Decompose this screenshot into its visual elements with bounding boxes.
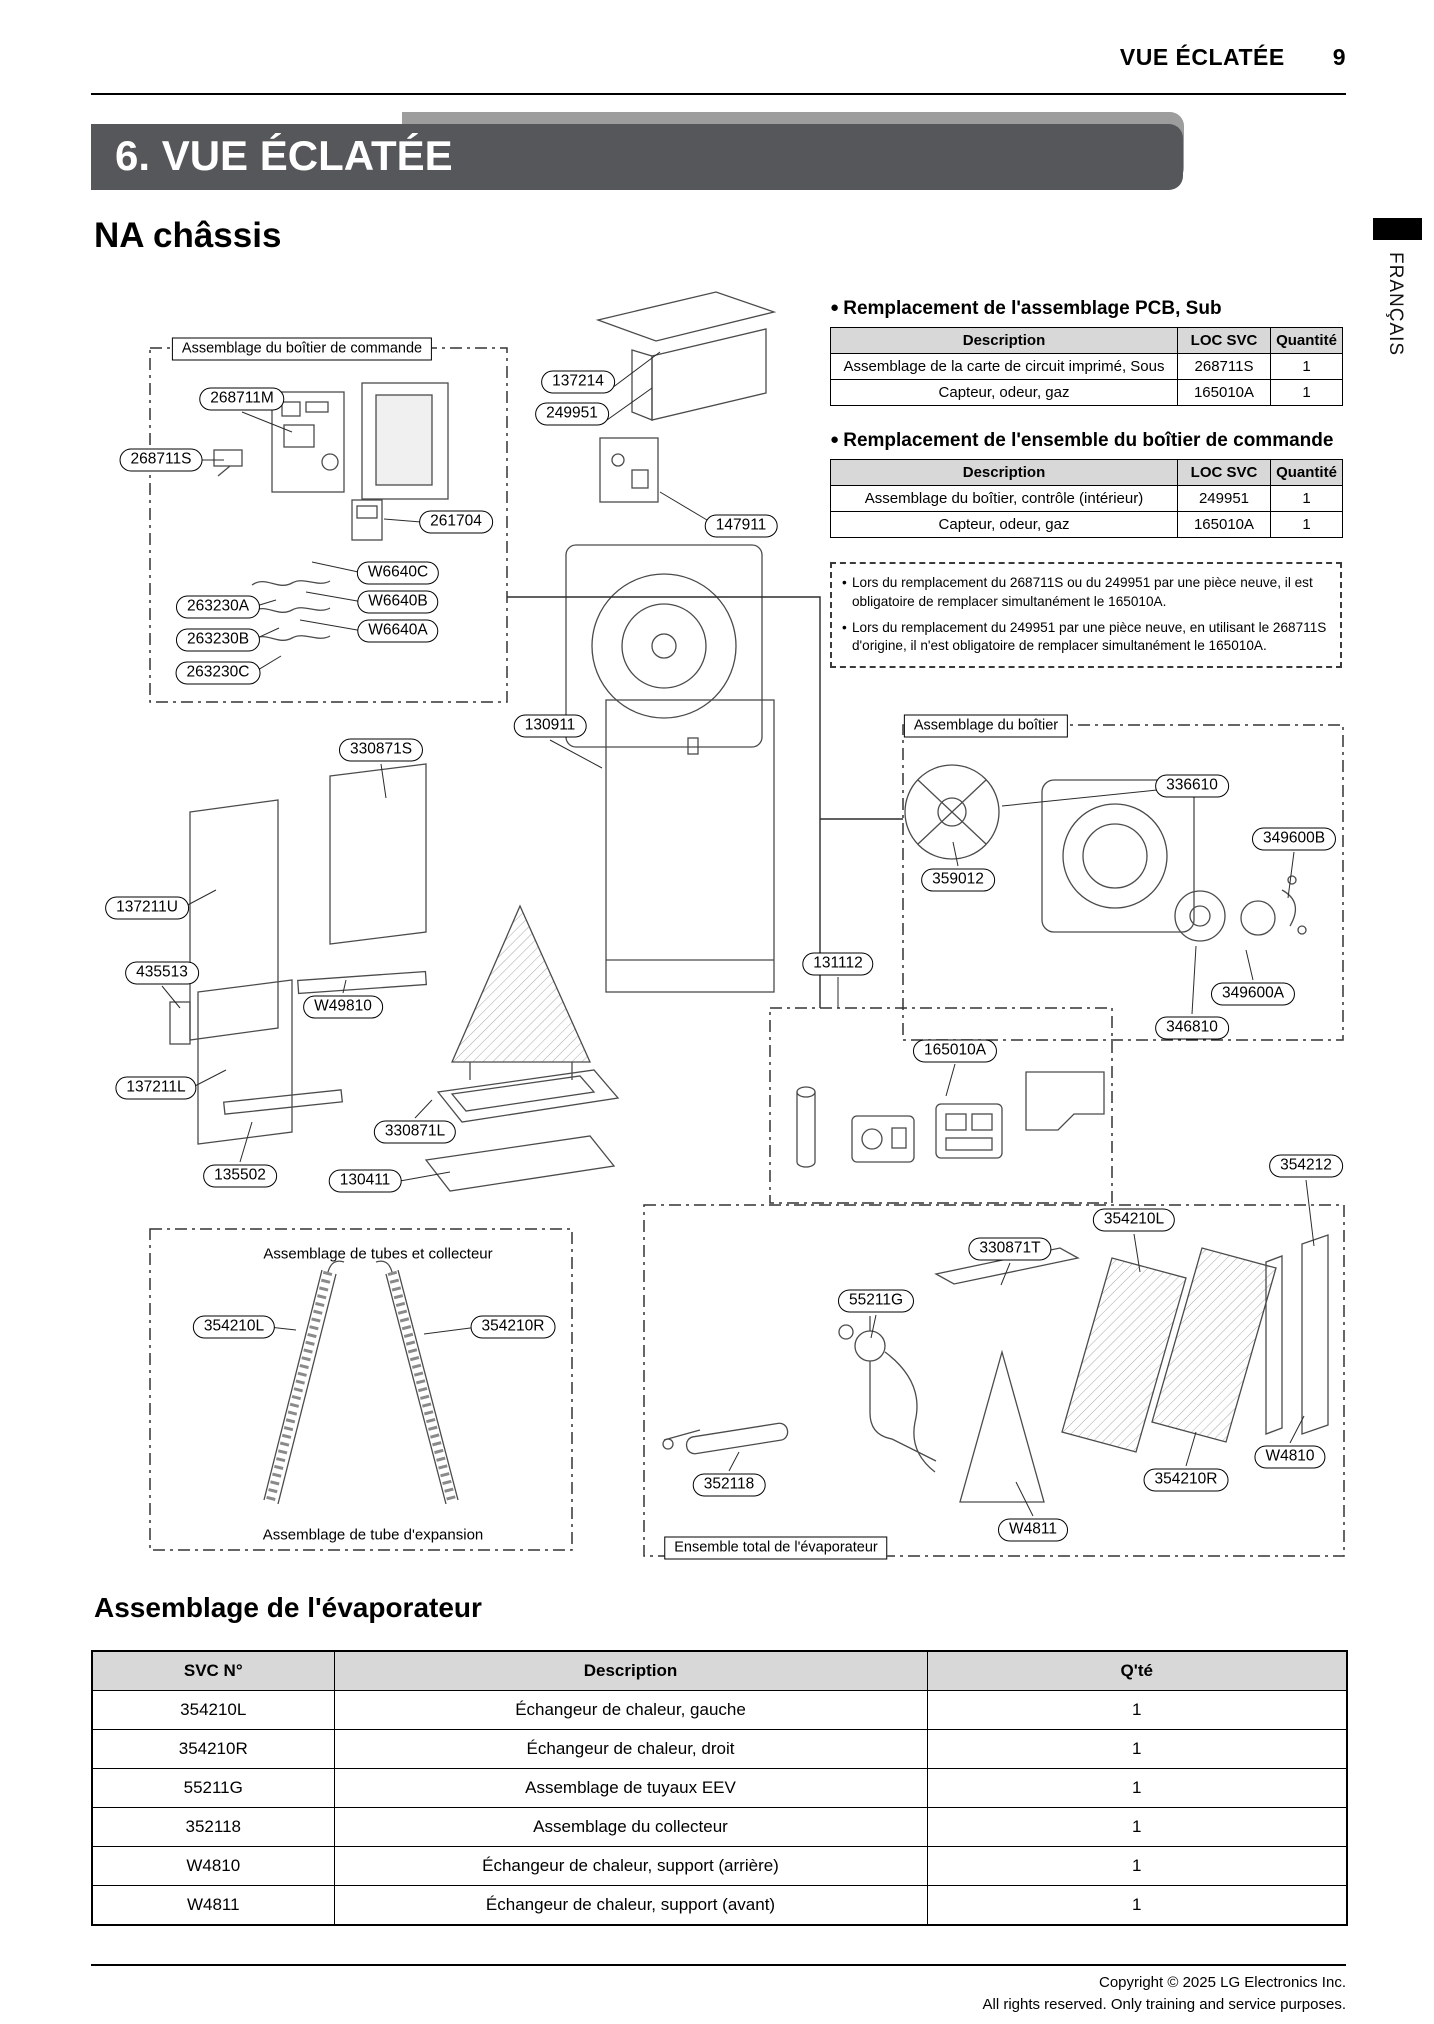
part-callout: 354210L xyxy=(193,1316,275,1339)
table-cell: 1 xyxy=(927,1808,1347,1847)
evaporator-table-title: Assemblage de l'évaporateur xyxy=(94,1592,482,1623)
table-row xyxy=(831,486,1343,512)
assembly-text-label: Assemblage de tubes et collecteur xyxy=(263,1245,493,1263)
part-callout: W4810 xyxy=(1254,1446,1325,1469)
table-cell: 1 xyxy=(927,1691,1347,1730)
table-cell: 1 xyxy=(927,1886,1347,1926)
page-number: 9 xyxy=(1332,44,1346,70)
table-cell: 165010A xyxy=(1178,512,1271,538)
table-cell: W4811 xyxy=(92,1886,334,1926)
table-header-row xyxy=(831,328,1343,354)
footer-rule xyxy=(91,1964,1346,1966)
table-row xyxy=(831,354,1343,380)
part-callout: 130411 xyxy=(329,1170,402,1193)
table-cell: 352118 xyxy=(92,1808,334,1847)
column-header: Description xyxy=(334,1651,927,1691)
housing-group-art xyxy=(905,765,1306,941)
note-item: • Lors du remplacement du 249951 par une pièce neuve, en utilisant le 268711S d'origine, il n'est obligatoire de remplacer simultanément le 165010A. xyxy=(842,619,1330,657)
part-callout: 147911 xyxy=(705,515,778,538)
cover-art xyxy=(598,292,774,502)
assembly-text-label: Assemblage de tube d'expansion xyxy=(262,1526,484,1544)
table-cell: Assemblage de tuyaux EEV xyxy=(334,1769,927,1808)
section-banner: 6. VUE ÉCLATÉE xyxy=(91,124,1183,190)
control-replacement-table xyxy=(830,459,1343,538)
table-row xyxy=(92,1847,1347,1886)
part-callout: 330871S xyxy=(339,739,423,762)
part-callout: 354210L xyxy=(1093,1209,1175,1232)
evaporator-art xyxy=(663,1235,1328,1502)
part-callout: 354210R xyxy=(1144,1469,1229,1492)
part-callout: 137214 xyxy=(541,371,615,394)
evaporator-assembly-table xyxy=(91,1650,1348,1926)
chassis-title: NA châssis xyxy=(94,216,282,255)
part-callout: 346810 xyxy=(1155,1017,1229,1040)
table-cell: W4810 xyxy=(92,1847,334,1886)
table-cell: Assemblage du boîtier, contrôle (intérieur) xyxy=(831,486,1178,512)
part-callout: 263230B xyxy=(176,629,260,652)
part-callout: 137211U xyxy=(105,897,189,920)
pcb-table-title: ● Remplacement de l'assemblage PCB, Sub xyxy=(830,298,1342,320)
column-header: LOC SVC xyxy=(1178,460,1271,486)
part-callout: W6640A xyxy=(357,620,438,643)
footer-rights: All rights reserved. Only training and service purposes. xyxy=(982,1995,1346,2013)
part-callout: 336610 xyxy=(1155,775,1229,798)
control-table-title: ● Remplacement de l'ensemble du boîtier de commande xyxy=(830,430,1342,452)
part-callout: 261704 xyxy=(419,511,493,534)
pcb-replacement-table xyxy=(830,327,1343,406)
table-cell: Capteur, odeur, gaz xyxy=(831,512,1178,538)
table-header-row xyxy=(92,1651,1347,1691)
table-cell: 1 xyxy=(1271,486,1343,512)
part-callout: 137211L xyxy=(115,1077,196,1100)
part-callout: 55211G xyxy=(838,1290,914,1313)
coil-pan-art xyxy=(426,906,618,1191)
footer-copyright: Copyright © 2025 LG Electronics Inc. xyxy=(1098,1974,1346,1991)
blower-cabinet-art xyxy=(566,545,774,992)
table-cell: Capteur, odeur, gaz xyxy=(831,380,1178,406)
assembly-box-label: Ensemble total de l'évaporateur xyxy=(664,1537,887,1560)
footer xyxy=(982,1972,1346,2016)
table-cell: 165010A xyxy=(1178,380,1271,406)
table-row xyxy=(92,1808,1347,1847)
table-row xyxy=(92,1769,1347,1808)
assembly-box-label: Assemblage du boîtier de commande xyxy=(172,338,432,361)
column-header: Quantité xyxy=(1271,328,1343,354)
part-callout: W4811 xyxy=(998,1519,1068,1542)
table-cell: Échangeur de chaleur, support (arrière) xyxy=(334,1847,927,1886)
replacement-section xyxy=(830,298,1342,668)
table-cell: 1 xyxy=(927,1847,1347,1886)
part-callout: 135502 xyxy=(203,1165,277,1188)
part-callout: W49810 xyxy=(303,996,383,1019)
part-callout: 349600A xyxy=(1211,983,1295,1006)
sensor-art xyxy=(797,1072,1104,1167)
table-cell: 354210L xyxy=(92,1691,334,1730)
part-callout: 263230C xyxy=(176,662,261,685)
part-callout: 352118 xyxy=(693,1474,766,1497)
part-callout: 268711S xyxy=(120,449,203,472)
part-callout: 349600B xyxy=(1252,828,1336,851)
part-callout: 330871L xyxy=(374,1121,456,1144)
part-callout: W6640C xyxy=(357,562,439,585)
part-callout: 359012 xyxy=(921,869,995,892)
table-cell: 354210R xyxy=(92,1730,334,1769)
language-tab-label: FRANÇAIS xyxy=(1385,252,1406,357)
table-cell: 1 xyxy=(1271,354,1343,380)
table-cell: Échangeur de chaleur, gauche xyxy=(334,1691,927,1730)
table-row xyxy=(92,1691,1347,1730)
column-header: Description xyxy=(831,328,1178,354)
table-cell: Assemblage de la carte de circuit imprimé, Sous xyxy=(831,354,1178,380)
table-cell: Échangeur de chaleur, support (avant) xyxy=(334,1886,927,1926)
part-callout: 131112 xyxy=(802,953,873,976)
part-callout: 165010A xyxy=(913,1040,997,1063)
part-callout: 330871T xyxy=(968,1238,1051,1261)
table-row xyxy=(831,512,1343,538)
table-cell: 1 xyxy=(927,1769,1347,1808)
sensor-group xyxy=(770,1008,1112,1203)
table-cell: 268711S xyxy=(1178,354,1271,380)
table-cell: 1 xyxy=(1271,380,1343,406)
part-callout: 263230A xyxy=(176,596,260,619)
table-header-row xyxy=(831,460,1343,486)
assembly-box-label: Assemblage du boîtier xyxy=(904,715,1068,738)
table-cell: 55211G xyxy=(92,1769,334,1808)
part-callout: 354210R xyxy=(471,1316,556,1339)
table-cell: 249951 xyxy=(1178,486,1271,512)
column-header: Description xyxy=(831,460,1178,486)
part-callout: W6640B xyxy=(357,591,438,614)
part-callout: 268711M xyxy=(199,388,284,411)
column-header: LOC SVC xyxy=(1178,328,1271,354)
column-header: Q'té xyxy=(927,1651,1347,1691)
part-callout: 354212 xyxy=(1269,1155,1343,1178)
table-row xyxy=(92,1730,1347,1769)
running-head-title: VUE ÉCLATÉE xyxy=(1119,44,1285,70)
table-cell: Assemblage du collecteur xyxy=(334,1808,927,1847)
panel-art xyxy=(170,764,426,1144)
column-header: Quantité xyxy=(1271,460,1343,486)
notes-list xyxy=(830,562,1342,668)
part-callout: 435513 xyxy=(125,962,199,985)
note-item: • Lors du remplacement du 268711S ou du 249951 par une pièce neuve, il est obligatoire de remplacer simultanément le 165010A. xyxy=(842,574,1330,612)
table-row xyxy=(831,380,1343,406)
tubes-group xyxy=(150,1229,572,1550)
column-header: SVC N° xyxy=(92,1651,334,1691)
part-callout: 249951 xyxy=(535,403,609,426)
table-cell: 1 xyxy=(1271,512,1343,538)
table-row xyxy=(92,1886,1347,1926)
table-cell: Échangeur de chaleur, droit xyxy=(334,1730,927,1769)
part-callout: 130911 xyxy=(514,715,587,738)
table-cell: 1 xyxy=(927,1730,1347,1769)
tube-comb-art xyxy=(264,1261,458,1504)
